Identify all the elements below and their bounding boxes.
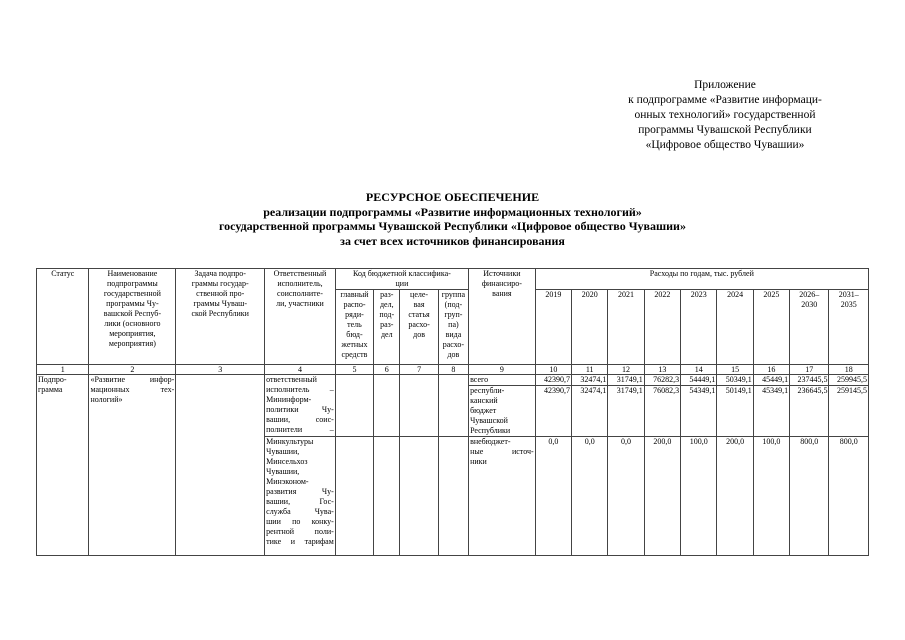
column-number: 15: [717, 365, 753, 375]
row-code-cell: [400, 437, 438, 556]
column-number: 4: [265, 365, 336, 375]
header-code-main-manager: главный распо- ряди- тель бюд- жетных средств: [335, 290, 373, 365]
row-code-cell: [335, 437, 373, 556]
header-sources: Источники финансиро- вания: [469, 269, 536, 365]
row-source: республи- канский бюджет Чувашской Республики: [469, 386, 536, 437]
row-task: [176, 375, 265, 556]
header-year: 2026– 2030: [790, 290, 829, 365]
column-number: 2: [89, 365, 176, 375]
row-code-cell: [374, 375, 400, 437]
column-number: 9: [469, 365, 536, 375]
row-value: 76082,3: [644, 386, 680, 437]
header-year: 2023: [681, 290, 717, 365]
appendix-block: [600, 78, 850, 153]
row-value: 31749,1: [608, 386, 644, 437]
row-value: 100,0: [681, 437, 717, 556]
row-value: 42390,7: [535, 386, 571, 437]
row-value: 50349,1: [717, 375, 753, 386]
column-number: 16: [753, 365, 789, 375]
header-name: Наименование подпрограммы государственной программы Чу- вашской Респуб- лики (основного мероприятия, мероприятия): [89, 269, 176, 365]
row-value: 200,0: [717, 437, 753, 556]
title-line: за счет всех источников финансирования: [340, 233, 565, 248]
header-year: 2020: [572, 290, 608, 365]
appendix-line: онных технологий» государственной: [634, 109, 816, 121]
row-value: 45449,1: [753, 375, 789, 386]
header-row-1: [37, 269, 869, 290]
column-number: 6: [374, 365, 400, 375]
column-number: 10: [535, 365, 571, 375]
resource-table: [36, 268, 869, 556]
row-value: 0,0: [608, 437, 644, 556]
column-number: 1: [37, 365, 89, 375]
row-source: внебюджет- ные источ- ники: [469, 437, 536, 556]
row-value: 100,0: [753, 437, 789, 556]
row-value: 800,0: [829, 437, 869, 556]
document-title: [100, 190, 805, 248]
column-number: 12: [608, 365, 644, 375]
row-executor-continued: Минкультуры Чувашии, Минсельхоз Чувашии, Минэконом- развития Чу- вашии, Гос- служба Чува- шии по конку- рентной поли- тике и тарифам: [265, 437, 336, 556]
row-value: 54349,1: [681, 386, 717, 437]
row-value: 259145,5: [829, 386, 869, 437]
header-budget-code: Код бюджетной классифика- ции: [335, 269, 468, 290]
row-value: 0,0: [572, 437, 608, 556]
column-number: 8: [438, 365, 468, 375]
row-value: 54449,1: [681, 375, 717, 386]
header-code-expense-group: группа (под- груп- па) вида расхо- дов: [438, 290, 468, 365]
row-value: 76282,3: [644, 375, 680, 386]
header-code-section: раз- дел, под- раз- дел: [374, 290, 400, 365]
appendix-line: к подпрограмме «Развитие информаци-: [628, 94, 822, 106]
header-status: Статус: [37, 269, 89, 365]
row-value: 236645,5: [790, 386, 829, 437]
row-value: 45349,1: [753, 386, 789, 437]
row-code-cell: [438, 437, 468, 556]
title-line: реализации подпрограммы «Развитие информационных технологий»: [263, 204, 642, 219]
header-year: 2021: [608, 290, 644, 365]
row-value: 200,0: [644, 437, 680, 556]
column-number: 11: [572, 365, 608, 375]
header-executor: Ответственный исполнитель, соисполните- ли, участники: [265, 269, 336, 365]
column-number: 7: [400, 365, 438, 375]
column-number: 3: [176, 365, 265, 375]
row-value: 237445,5: [790, 375, 829, 386]
column-number-row: [37, 365, 869, 375]
row-value: 31749,1: [608, 375, 644, 386]
row-name: «Развитие инфор- мационных тех- нологий»: [89, 375, 176, 556]
row-code-cell: [335, 375, 373, 437]
row-status: Подпро- грамма: [37, 375, 89, 556]
header-year: 2031– 2035: [829, 290, 869, 365]
row-code-cell: [374, 437, 400, 556]
appendix-line: «Цифровое общество Чувашии»: [645, 139, 805, 151]
column-number: 18: [829, 365, 869, 375]
row-value: 32474,1: [572, 386, 608, 437]
header-year: 2024: [717, 290, 753, 365]
appendix-line: Приложение: [694, 79, 756, 91]
row-source: всего: [469, 375, 536, 386]
appendix-line: программы Чувашской Республики: [638, 124, 812, 136]
row-code-cell: [400, 375, 438, 437]
title-line: государственной программы Чувашской Республики «Цифровое общество Чувашии»: [219, 219, 686, 233]
row-value: 800,0: [790, 437, 829, 556]
row-value: 50149,1: [717, 386, 753, 437]
row-code-cell: [438, 375, 468, 437]
row-value: 259945,5: [829, 375, 869, 386]
header-year: 2022: [644, 290, 680, 365]
row-executor: ответственный исполнитель – Мининформ- политики Чу- вашии, соис- полнители –: [265, 375, 336, 437]
header-code-target-item: целе- вая статья расхо- дов: [400, 290, 438, 365]
column-number: 17: [790, 365, 829, 375]
column-number: 13: [644, 365, 680, 375]
header-task: Задача подпро- граммы государ- ственной про- граммы Чуваш- ской Республики: [176, 269, 265, 365]
table-row: [37, 375, 869, 386]
column-number: 14: [681, 365, 717, 375]
header-year: 2025: [753, 290, 789, 365]
row-value: 32474,1: [572, 375, 608, 386]
header-year: 2019: [535, 290, 571, 365]
row-value: 0,0: [535, 437, 571, 556]
row-value: 42390,7: [535, 375, 571, 386]
title-line: РЕСУРСНОЕ ОБЕСПЕЧЕНИЕ: [365, 190, 540, 204]
header-expenses: Расходы по годам, тыс. рублей: [535, 269, 868, 290]
column-number: 5: [335, 365, 373, 375]
